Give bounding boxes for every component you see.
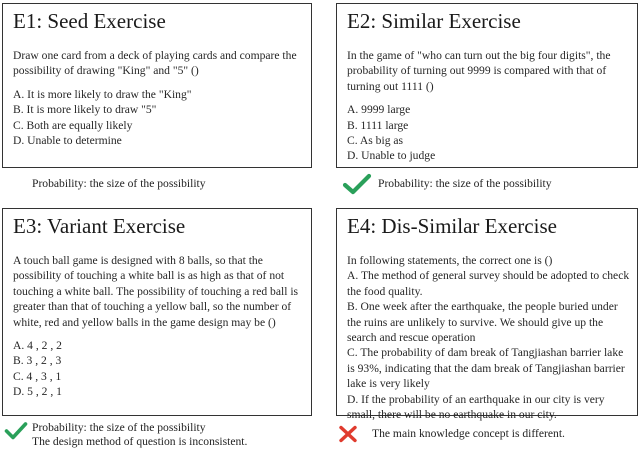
question-text: A touch ball game is designed with 8 balls, so that the possibility of touching a white ball is as high as that of not touching a white ball. The possibility of touching a red ball is greater than that of touching a yellow ball, so the number of white, red and yellow balls in the game design may be () [13, 254, 299, 329]
panel-title: E1: Seed Exercise [13, 9, 166, 33]
panel-e3-variant-exercise [2, 208, 312, 416]
option-c: C. As big as [347, 134, 404, 148]
option-c: C. Both are equally likely [13, 118, 133, 132]
panel-title: E3: Variant Exercise [13, 214, 186, 238]
caption-e1 [32, 177, 206, 191]
caption-e3 [4, 421, 247, 449]
option-a: A. 9999 large [347, 103, 411, 117]
question-text: Draw one card from a deck of playing cards and compare the possibility of drawing "King" and "5" () [13, 49, 297, 78]
caption-e2 [342, 173, 552, 195]
option-b: B. 1111 large [347, 118, 409, 132]
option-d: D. If the probability of an earthquake in our city is very small, there will be no earthquake in our city. [347, 392, 605, 422]
caption-line-1: Probability: the size of the possibility [32, 421, 206, 434]
question-text: In the game of "who can turn out the big four digits", the probability of turning out 9999 is compared with that of turning out 1111 () [347, 49, 611, 93]
option-c: C. The probability of dam break of Tangjiashan barrier lake is 93%, indicating that the dam break of Tangjiashan barrier lake is very likely [347, 346, 625, 391]
option-a: A. 4 , 2 , 2 [13, 339, 62, 353]
panel-body [347, 48, 631, 164]
option-d: D. 5 , 2 , 1 [13, 385, 62, 399]
option-b: B. 3 , 2 , 3 [13, 354, 62, 368]
option-a: A. It is more likely to draw the "King" [13, 87, 192, 101]
question-text: In following statements, the correct one is () [347, 254, 553, 267]
panel-body [13, 253, 305, 400]
panel-title: E2: Similar Exercise [347, 9, 521, 33]
panel-body [347, 253, 631, 422]
option-d: D. Unable to determine [13, 134, 122, 148]
caption-text: Probability: the size of the possibility [378, 177, 552, 190]
caption-text: Probability: the size of the possibility [32, 177, 206, 190]
caption-line-2: The design method of question is inconsistent. [32, 435, 248, 448]
panel-e2-similar-exercise [336, 3, 638, 168]
panel-e1-seed-exercise [2, 3, 312, 168]
option-c: C. 4 , 3 , 1 [13, 369, 62, 383]
caption-lines [32, 421, 247, 449]
option-a: A. The method of general survey should be adopted to check the food quality. [347, 269, 630, 298]
check-icon [342, 173, 372, 195]
option-b: B. One week after the earthquake, the people buried under the ruins are unlikely to survive. We should give up the search and rescue operation [347, 300, 618, 345]
caption-e4 [338, 425, 565, 443]
cross-icon [338, 425, 358, 443]
panel-body [13, 48, 305, 148]
check-icon [4, 421, 28, 441]
caption-text: The main knowledge concept is different. [372, 427, 565, 440]
panel-e4-dis-similar-exercise [336, 208, 638, 422]
option-b: B. It is more likely to draw "5" [13, 103, 157, 117]
panel-title: E4: Dis-Similar Exercise [347, 214, 557, 238]
option-d: D. Unable to judge [347, 149, 436, 163]
